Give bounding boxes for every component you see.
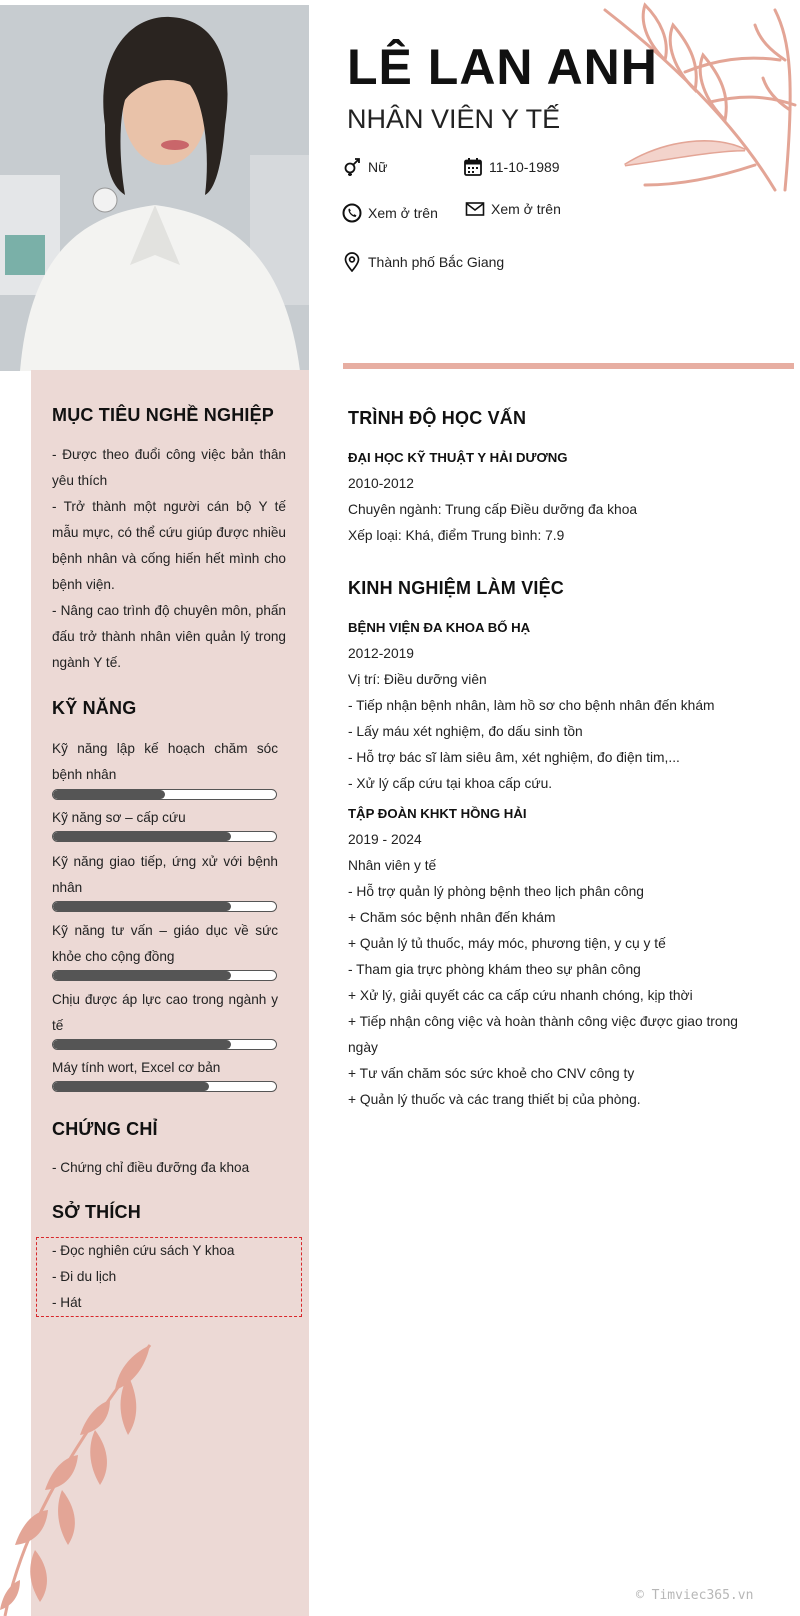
- experience-line: - Tiếp nhận bệnh nhân, làm hồ sơ cho bệnh nhân đến khám: [348, 698, 715, 713]
- experience-line: 2012-2019: [348, 646, 414, 661]
- hobby-item: - Đi du lịch: [52, 1269, 117, 1284]
- birthdate-value: 11-10-1989: [489, 159, 560, 175]
- skill-label: Kỹ năng lập kế hoạch chăm sóc bệnh nhân: [52, 741, 278, 782]
- skill-bar: [52, 1081, 277, 1092]
- objective-line: - Trở thành một người cán bộ Y tế mẫu mực, có thể cứu giúp được nhiều bệnh nhân và cống hiến hết mình cho bệnh viện.: [52, 499, 286, 592]
- phone-row: [342, 203, 438, 223]
- email-icon: [465, 199, 485, 219]
- candidate-name: LÊ LAN ANH: [347, 39, 658, 95]
- skill-bar: [52, 901, 277, 912]
- gender-value: Nữ: [368, 159, 388, 175]
- skill-bar-fill: [53, 790, 165, 799]
- leaf-decoration-bottom: [0, 1340, 160, 1616]
- skill-bar: [52, 970, 277, 981]
- address-value: Thành phố Bắc Giang: [368, 254, 505, 270]
- phone-icon: [342, 203, 362, 223]
- company-name: BỆNH VIỆN ĐA KHOA BỐ HẠ: [348, 620, 531, 635]
- skills-heading: KỸ NĂNG: [52, 698, 137, 718]
- experience-line: + Xử lý, giải quyết các ca cấp cứu nhanh chóng, kịp thời: [348, 988, 693, 1003]
- experience-line: Vị trí: Điều dưỡng viên: [348, 672, 487, 687]
- experience-line: + Quản lý tủ thuốc, máy móc, phương tiện, y cụ y tế: [348, 936, 666, 951]
- gender-row: [342, 157, 387, 177]
- email-value: Xem ở trên: [491, 201, 561, 217]
- skill-bar-fill: [53, 832, 231, 841]
- education-major: Chuyên ngành: Trung cấp Điều dưỡng đa khoa: [348, 502, 638, 517]
- experience-line: - Tham gia trực phòng khám theo sự phân công: [348, 962, 641, 977]
- skill-bar-fill: [53, 902, 231, 911]
- hobbies-heading: SỞ THÍCH: [52, 1202, 141, 1222]
- hobby-item: - Hát: [52, 1295, 82, 1310]
- leaf-decoration-top: [545, 0, 800, 200]
- watermark: © Timviec365.vn: [636, 1588, 754, 1603]
- experience-line: - Hỗ trợ bác sĩ làm siêu âm, xét nghiệm, đo điện tim,...: [348, 750, 680, 765]
- skill-label: Kỹ năng sơ – cấp cứu: [52, 810, 186, 825]
- objective-heading: MỤC TIÊU NGHỀ NGHIỆP: [52, 405, 275, 425]
- birthdate-row: [463, 157, 560, 177]
- education-period: 2010-2012: [348, 476, 414, 491]
- skill-label: Kỹ năng tư vấn – giáo dục về sức khỏe cho cộng đồng: [52, 923, 278, 964]
- skill-label: Máy tính wort, Excel cơ bản: [52, 1060, 221, 1075]
- objective-line: - Nâng cao trình độ chuyên môn, phấn đấu trở thành nhân viên quản lý trong ngành Y tế.: [52, 603, 286, 670]
- experience-line: + Tư vấn chăm sóc sức khoẻ cho CNV công ty: [348, 1066, 635, 1081]
- calendar-icon: [463, 157, 483, 177]
- job-title: NHÂN VIÊN Y TẾ: [347, 104, 561, 134]
- location-icon: [342, 252, 362, 272]
- experience-block: [348, 615, 748, 1113]
- phone-value: Xem ở trên: [368, 205, 438, 221]
- certificates-heading: CHỨNG CHỈ: [52, 1119, 158, 1139]
- email-row: [465, 199, 561, 219]
- skill-label: Kỹ năng giao tiếp, ứng xử với bệnh nhân: [52, 854, 278, 895]
- education-grade: Xếp loại: Khá, điểm Trung bình: 7.9: [348, 528, 565, 543]
- experience-line: - Xử lý cấp cứu tại khoa cấp cứu.: [348, 776, 553, 791]
- hobbies-list: [52, 1238, 282, 1316]
- objective-text: [52, 442, 286, 676]
- experience-line: Nhân viên y tế: [348, 858, 437, 873]
- gender-icon: [342, 157, 362, 177]
- address-row: [342, 252, 504, 272]
- school-name: ĐẠI HỌC KỸ THUẬT Y HẢI DƯƠNG: [348, 450, 568, 465]
- hobby-item: - Đọc nghiên cứu sách Y khoa: [52, 1243, 235, 1258]
- experience-heading: KINH NGHIỆM LÀM VIỆC: [348, 578, 565, 598]
- profile-photo: [0, 5, 309, 371]
- skill-bar: [52, 831, 277, 842]
- skill-bar-fill: [53, 971, 231, 980]
- skill-bar-fill: [53, 1082, 209, 1091]
- experience-line: + Quản lý thuốc và các trang thiết bị của phòng.: [348, 1092, 641, 1107]
- skill-bar-fill: [53, 1040, 231, 1049]
- experience-line: - Lấy máu xét nghiệm, đo dấu sinh tồn: [348, 724, 583, 739]
- experience-line: + Tiếp nhận công việc và hoàn thành công việc được giao trong ngày: [348, 1014, 738, 1055]
- experience-line: - Hỗ trợ quản lý phòng bệnh theo lịch phân công: [348, 884, 644, 899]
- skill-bar: [52, 789, 277, 800]
- certificate-item: - Chứng chỉ điều đưỡng đa khoa: [52, 1160, 250, 1175]
- experience-line: + Chăm sóc bệnh nhân đến khám: [348, 910, 556, 925]
- experience-line: 2019 - 2024: [348, 832, 422, 847]
- education-heading: TRÌNH ĐỘ HỌC VẤN: [348, 408, 527, 428]
- skill-label: Chịu được áp lực cao trong ngành y tế: [52, 992, 278, 1033]
- header-divider: [343, 363, 794, 369]
- company-name: TẬP ĐOÀN KHKT HỒNG HẢI: [348, 806, 527, 821]
- objective-line: - Được theo đuổi công việc bản thân yêu thích: [52, 447, 286, 488]
- skill-bar: [52, 1039, 277, 1050]
- education-block: [348, 445, 768, 549]
